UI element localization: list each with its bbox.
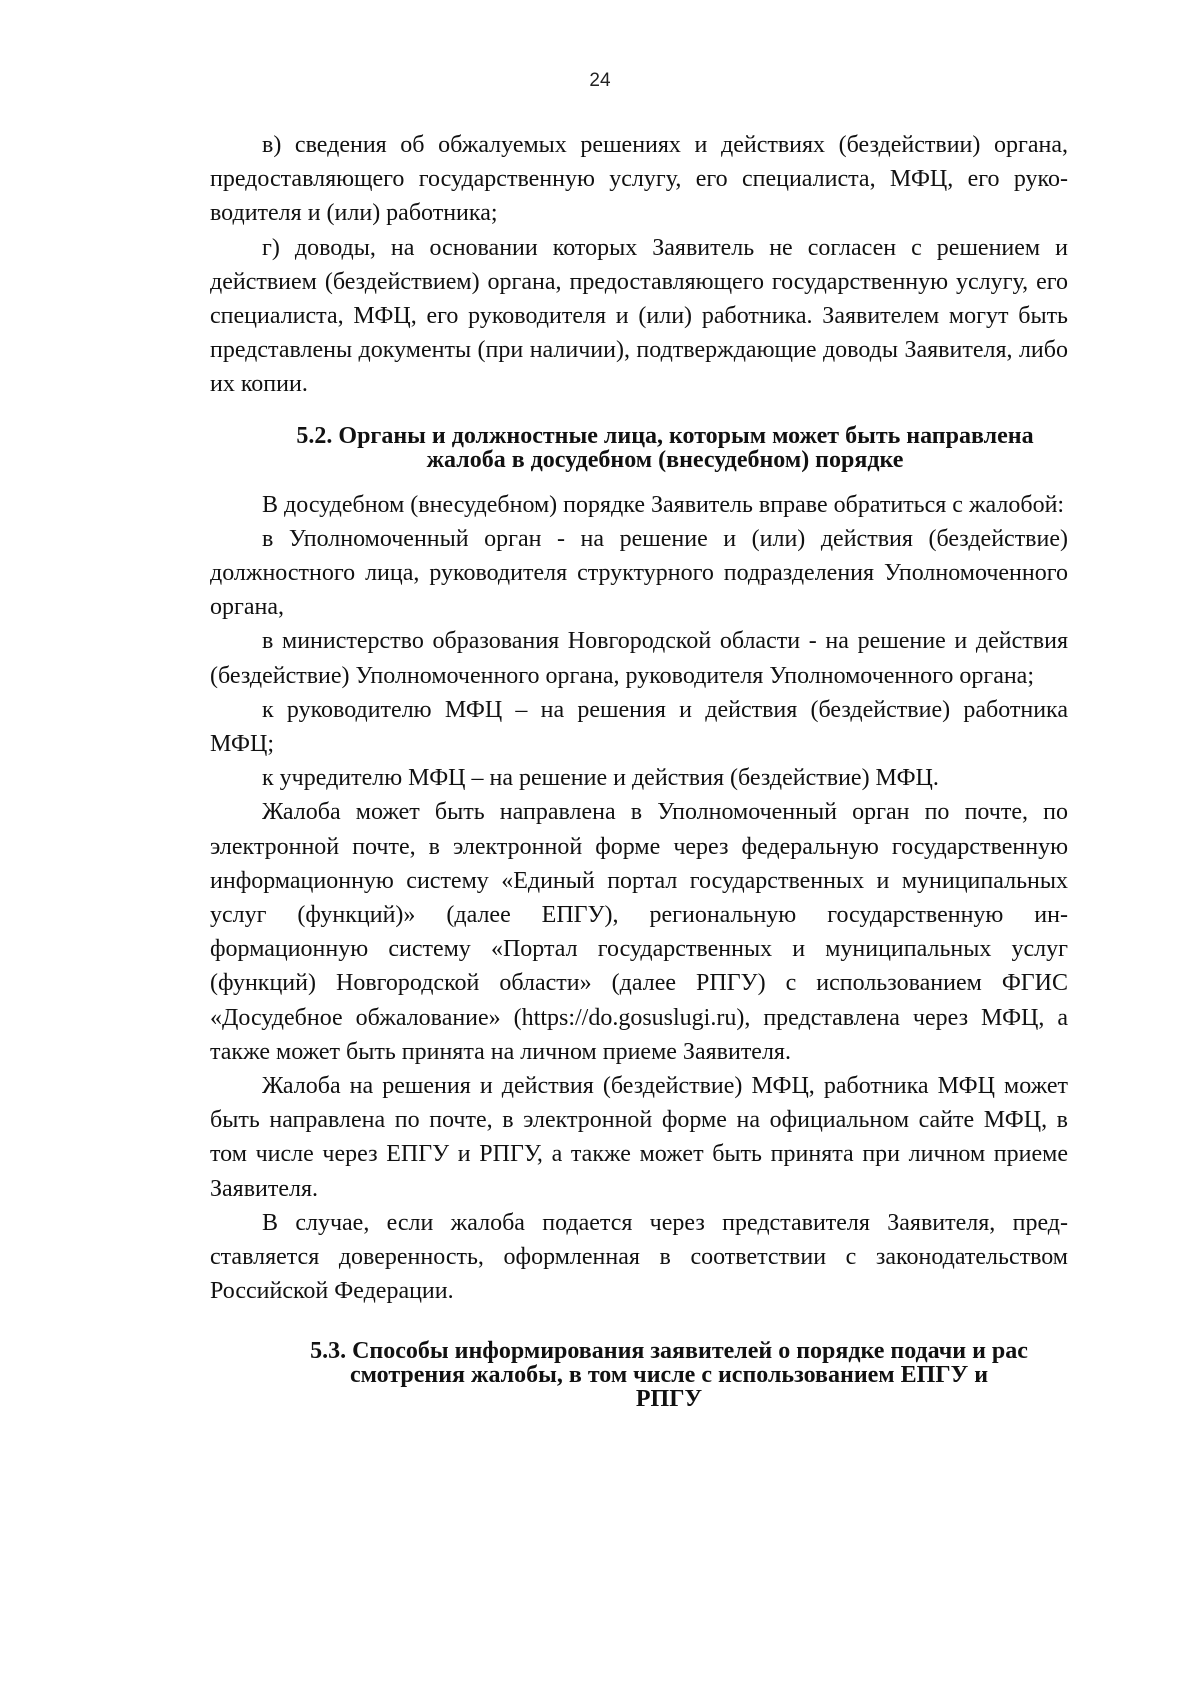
heading-5-2-line1: 5.2. Органы и должностные лица, которым может быть направлена [296,422,1034,449]
heading-5-2-line2: жалоба в досудебном (внесудебном) порядке [426,446,904,473]
heading-5-3-line3: РПГУ [635,1385,703,1412]
paragraph-mfc-complaint: Жалоба на решения и действия (бездействие) МФЦ, работника МФЦ может быть направлена по почте, в электронной форме на официальном сайте МФЦ, в том числе через ЕПГУ и РПГУ, а также может быть принята при личном приеме Заявителя. [210,1073,1068,1202]
paragraph-submission-channels: Жалоба может быть направлена в Уполномоченный орган по почте, по электронной почте, в электронной форме через федеральную государственную информационную систему «Единый портал государственных и муниципальных услуг (функций)» (далее ЕПГУ), региональную государственную информационную систему «Портал государственных и муниципальных услуг (функций) Новгородской области» (далее РПГУ) с использованием ФГИС «Досудебное обжалование» (https://do.gosuslugi.ru), представлена через МФЦ, а также может быть принята на личном приеме Заявителя. [210,799,1068,1065]
paragraph-mfc-head: к руководителю МФЦ – на решения и действия (бездействие) работника МФЦ; [210,696,1068,758]
heading-5-3-line1: 5.3. Способы информирования заявителей о порядке подачи и рас [310,1337,1028,1364]
paragraph-g: г) доводы, на основании которых Заявитель не согласен с решением и действием (бездействием) органа, предоставляющего государственную услугу, его специалиста, МФЦ, его руководителя и (или) работника. Заявителем могут быть представлены документы (при наличии), подтверждающие доводы Заявителя, либо их копии. [210,234,1068,398]
page-number: 24 [589,70,611,91]
paragraph-authorized-body: в Уполномоченный орган - на решение и (или) действия (бездействие) должностного лица, руководителя структурного подразделения Уполномоченного органа, [210,525,1068,621]
section-heading-5-3 [210,1339,1068,1411]
paragraph-representative: В случае, если жалоба подается через представителя Заявителя, представляется доверенность, оформленная в соответствии с законодательством Российской Федерации. [210,1209,1068,1305]
paragraph-mfc-founder: к учредителю МФЦ – на решение и действия (бездействие) МФЦ. [262,765,939,792]
paragraph-v: в) сведения об обжалуемых решениях и действиях (бездействии) органа, предоставляющего государственную услугу, его специалиста, МФЦ, его руководителя и (или) работника; [210,132,1068,227]
section-heading-5-2 [210,424,1068,472]
paragraph-pretrial: В досудебном (внесудебном) порядке Заявитель вправе обратиться с жалобой: [262,491,1065,518]
paragraph-ministry: в министерство образования Новгородской области - на решение и действия (бездействие) Уполномоченного органа, руководителя Уполномоченного органа; [210,628,1068,689]
page-content [210,128,1068,1411]
heading-5-3-line2: смотрения жалобы, в том числе с использованием ЕПГУ и [349,1361,989,1388]
